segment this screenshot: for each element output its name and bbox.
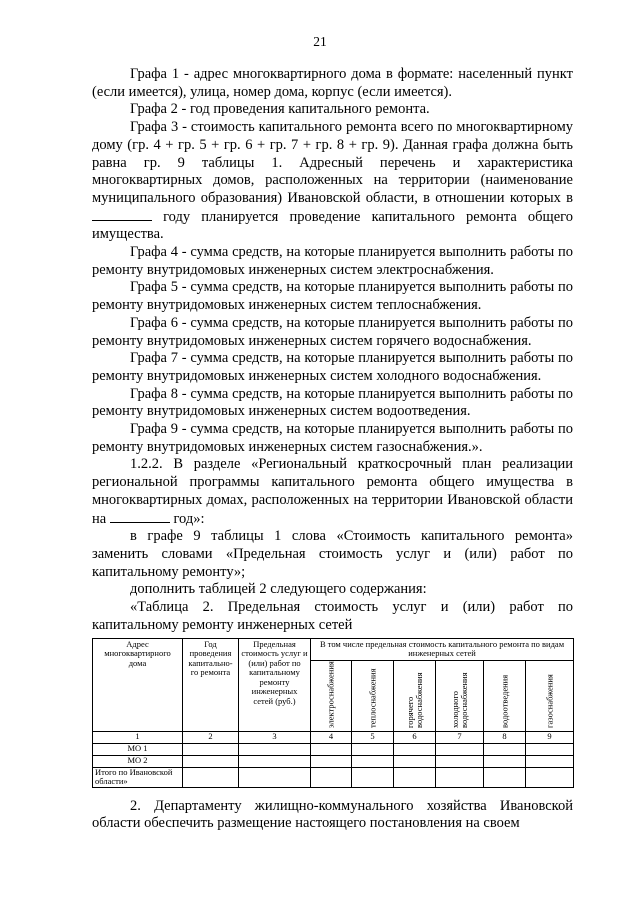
col-number: 7 bbox=[436, 731, 484, 743]
table-cell bbox=[352, 767, 394, 787]
table-cell bbox=[183, 767, 239, 787]
header-col-6-line-1: горячего bbox=[404, 696, 415, 728]
col-number: 8 bbox=[484, 731, 526, 743]
col-number: 3 bbox=[239, 731, 311, 743]
table-cell bbox=[239, 767, 311, 787]
table-cell bbox=[352, 755, 394, 767]
table-cell bbox=[311, 743, 352, 755]
table-row bbox=[93, 755, 574, 767]
header-col-7 bbox=[436, 660, 484, 731]
row-label-total: Итого по Ивановской области» bbox=[93, 767, 183, 787]
blank-year-field bbox=[92, 208, 152, 221]
header-col-4-text: электроснабжения bbox=[325, 660, 336, 728]
paragraph-grafa-9: Графа 9 - сумма средств, на которые планируется выполнить работы по ремонту внутридомовых инженерных систем газоснабжения.». bbox=[92, 421, 573, 455]
table-cell bbox=[311, 755, 352, 767]
header-col-7-line-2: водоснабжения bbox=[458, 672, 469, 728]
paragraph-1-2-2 bbox=[92, 456, 573, 528]
paragraph-grafa-4: Графа 4 - сумма средств, на которые планируется выполнить работы по ремонту внутридомовых инженерных систем электроснабжения. bbox=[92, 244, 573, 278]
table-cell bbox=[526, 767, 574, 787]
paragraph-1-2-2-part-1: 1.2.2. В разделе «Региональный краткосрочный план реализации региональной программы капитального ремонта общего имущества в многоквартирных домах, расположенных на территории Ивановской области на bbox=[92, 456, 573, 527]
table-cell bbox=[394, 743, 436, 755]
header-col-4 bbox=[311, 660, 352, 731]
col-number: 5 bbox=[352, 731, 394, 743]
header-group: В том числе предельная стоимость капитального ремонта по видам инженерных сетей bbox=[311, 638, 574, 660]
row-label-mo-1: МО 1 bbox=[93, 743, 183, 755]
table-cell bbox=[394, 767, 436, 787]
header-col-8 bbox=[484, 660, 526, 731]
table-cell bbox=[311, 767, 352, 787]
header-col-9-text: газоснабжения bbox=[544, 673, 555, 728]
header-col-5-text: теплоснабжения bbox=[367, 668, 377, 728]
table-cell bbox=[436, 743, 484, 755]
table-cell bbox=[183, 755, 239, 767]
table-cell bbox=[484, 755, 526, 767]
paragraph-1-2-2-part-2: год»: bbox=[173, 510, 205, 527]
table-cell bbox=[239, 743, 311, 755]
table-number-row bbox=[93, 731, 574, 743]
col-number: 9 bbox=[526, 731, 574, 743]
table-header-row bbox=[93, 638, 574, 660]
table-cell bbox=[484, 767, 526, 787]
table-2-caption: «Таблица 2. Предельная стоимость услуг и (или) работ по капитальному ремонту инженерных сетей bbox=[92, 599, 573, 633]
table-cell bbox=[436, 767, 484, 787]
header-col-7-line-1: холодного bbox=[449, 690, 460, 728]
table-cell bbox=[394, 755, 436, 767]
table-row bbox=[93, 743, 574, 755]
table-cell bbox=[183, 743, 239, 755]
paragraph-add-table: дополнить таблицей 2 следующего содержания: bbox=[130, 581, 427, 598]
header-cost: Предельная стоимость услуг и (или) работ по капитальному ремонту инженерных сетей (руб.) bbox=[239, 638, 311, 731]
table-cell bbox=[352, 743, 394, 755]
table-cell bbox=[484, 743, 526, 755]
table-2-wrapper bbox=[92, 638, 573, 788]
paragraph-grafa-1: Графа 1 - адрес многоквартирного дома в формате: населенный пункт (если имеется), улица, номер дома, корпус (если имеется). bbox=[92, 66, 573, 100]
page-number: 21 bbox=[313, 34, 327, 49]
header-col-8-text: водоотведения bbox=[499, 674, 509, 728]
paragraph-2: 2. Департаменту жилищно-коммунального хозяйства Ивановской области обеспечить размещение настоящего постановления на своем bbox=[92, 797, 573, 832]
paragraph-grafa-3-part-2: году планируется проведение капитального ремонта общего имущества. bbox=[92, 208, 573, 243]
document-body bbox=[92, 66, 573, 833]
paragraph-grafa-5: Графа 5 - сумма средств, на которые планируется выполнить работы по ремонту внутридомовых инженерных систем теплоснабжения. bbox=[92, 279, 573, 314]
blank-plan-year-field bbox=[110, 510, 170, 523]
table-2 bbox=[92, 638, 574, 788]
paragraph-grafa-7: Графа 7 - сумма средств, на которые планируется выполнить работы по ремонту внутридомовых инженерных систем холодного водоснабжения. bbox=[92, 350, 573, 384]
header-col-6-line-2: водоснабжения bbox=[413, 672, 424, 728]
header-col-6 bbox=[394, 660, 436, 731]
table-cell bbox=[436, 755, 484, 767]
row-label-mo-2: МО 2 bbox=[93, 755, 183, 767]
paragraph-grafa-6: Графа 6 - сумма средств, на которые планируется выполнить работы по ремонту внутридомовых инженерных систем горячего водоснабжения. bbox=[92, 314, 573, 349]
table-cell bbox=[239, 755, 311, 767]
header-col-9 bbox=[526, 660, 574, 731]
header-address: Адрес многоквартирного дома bbox=[93, 638, 183, 731]
paragraph-replace-words: в графе 9 таблицы 1 слова «Стоимость капитального ремонта» заменить словами «Предельная стоимость услуг и (или) работ по капитальному ремонту»; bbox=[92, 528, 573, 580]
col-number: 4 bbox=[311, 731, 352, 743]
col-number: 6 bbox=[394, 731, 436, 743]
col-number: 2 bbox=[183, 731, 239, 743]
col-number: 1 bbox=[93, 731, 183, 743]
header-year: Год проведения капитально-го ремонта bbox=[183, 638, 239, 731]
paragraph-grafa-3-part-1: Графа 3 - стоимость капитального ремонта всего по многоквартирному дому (гр. 4 + гр. 5 + гр. 6 + гр. 7 + гр. 8 + гр. 9). Данная графа должна быть равна гр. 9 таблицы 1. Адресный перечень и характеристика многоквартирных домов, расположенных на территории (наименование муниципального образования) Ивановской области, в отношении которых в bbox=[92, 119, 573, 206]
paragraph-grafa-2: Графа 2 - год проведения капитального ремонта. bbox=[130, 101, 430, 118]
table-cell bbox=[526, 743, 574, 755]
table-cell bbox=[526, 755, 574, 767]
table-row-total bbox=[93, 767, 574, 787]
header-col-5 bbox=[352, 660, 394, 731]
paragraph-grafa-8: Графа 8 - сумма средств, на которые планируется выполнить работы по ремонту внутридомовых инженерных систем водоотведения. bbox=[92, 385, 573, 420]
paragraph-grafa-3 bbox=[92, 119, 573, 244]
